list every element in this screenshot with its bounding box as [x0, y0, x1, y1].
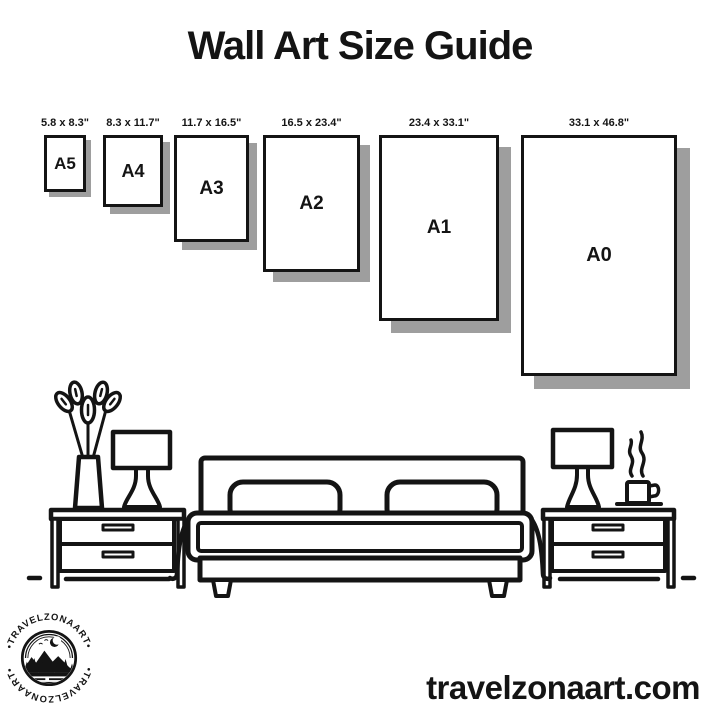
frame-paper [44, 135, 86, 192]
frame-size-label: 16.5 x 23.4" [281, 117, 342, 129]
brand-arc-bottom-text: •TRAVELZONAART• [4, 666, 94, 704]
website-text: travelzonaart.com [426, 669, 700, 706]
frame-name-label: A3 [199, 177, 224, 199]
logo-badge [3, 612, 95, 704]
coffee-cup-icon [617, 432, 661, 504]
frame-paper [263, 135, 360, 272]
bed-leg [213, 580, 231, 596]
duvet-inner [198, 523, 522, 551]
frame-size-label: 5.8 x 8.3" [40, 117, 90, 129]
frame-paper [174, 135, 249, 242]
brand-arc-top-text: •TRAVELZONAART• [4, 612, 94, 650]
page-title: Wall Art Size Guide [187, 24, 533, 68]
frame-name-label: A0 [586, 244, 612, 266]
frame-size-label: 11.7 x 16.5" [181, 117, 242, 129]
bed-frame [200, 558, 520, 580]
frame-size-label: 23.4 x 33.1" [408, 117, 470, 129]
frame-paper [379, 135, 499, 321]
right-nightstand [543, 430, 674, 587]
frame-size-label: 8.3 x 11.7" [106, 117, 160, 129]
table-lamp-right-icon [553, 430, 612, 507]
frame-name-label: A2 [299, 192, 324, 214]
frame-paper [521, 135, 677, 376]
frame-name-label: A1 [426, 217, 452, 238]
frame-paper [103, 135, 163, 207]
frame-size-label: 33.1 x 46.8" [568, 117, 630, 129]
frame-name-label: A5 [54, 153, 76, 173]
frame-name-label: A4 [121, 160, 145, 181]
bed [170, 458, 550, 596]
left-nightstand [51, 381, 184, 587]
bed-leg [489, 580, 507, 596]
table-lamp-left-icon [113, 432, 170, 507]
steam-icon [630, 432, 644, 476]
bedroom-scene-illustration [20, 380, 710, 605]
